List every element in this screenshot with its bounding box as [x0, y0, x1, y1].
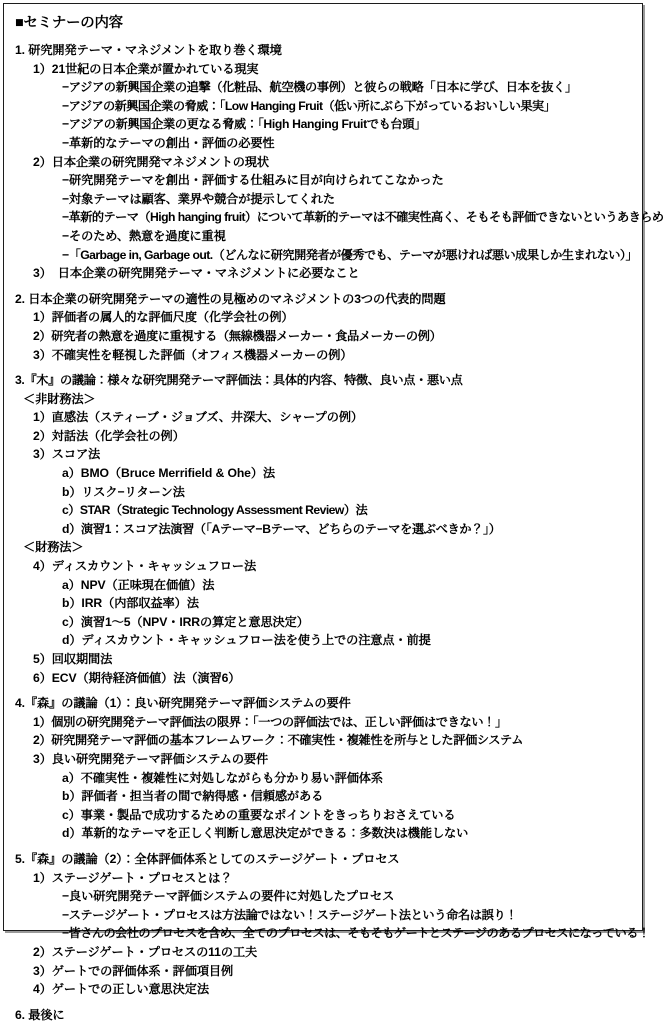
- section-heading-1: 1. 研究開発テーマ・マネジメントを取り巻く環境: [15, 43, 282, 57]
- outline-item: c）演習1〜5（NPV・IRRの算定と意思決定）: [62, 614, 309, 629]
- outline-item: b）リスク−リターン法: [62, 484, 185, 499]
- outline-item: 3）良い研究開発テーマ評価システムの要件: [33, 751, 269, 766]
- outline-item: −革新的なテーマの創出・評価の必要性: [62, 135, 275, 150]
- outline-item: 2）ステージゲート・プロセスの11の工夫: [33, 944, 258, 959]
- outline-item: 2）研究開発テーマ評価の基本フレームワーク：不確実性・複雑性を所与とした評価システム: [33, 733, 524, 748]
- outline-item: 3）スコア法: [33, 447, 101, 462]
- outline-item: 4）ゲートでの正しい意思決定法: [33, 982, 209, 997]
- outline-item: −革新的テーマ（High hanging fruit）について革新的テーマは不確実性高く、そもそも評価できないというあきらめ: [62, 210, 664, 225]
- outline-item: 4）ディスカウント・キャッシュフロー法: [33, 559, 257, 574]
- outline-item: b）IRR（内部収益率）法: [62, 596, 199, 611]
- outline-item: b）評価者・担当者の間で納得感・信頼感がある: [62, 789, 324, 804]
- outline-item: −良い研究開発テーマ評価システムの要件に対処したプロセス: [62, 889, 395, 904]
- outline-item: −アジアの新興国企業の更なる脅威：「High Hanging Fruitでも台頭」: [62, 117, 426, 132]
- outline-item: −研究開発テーマを創出・評価する仕組みに目が向けられてこなかった: [62, 173, 444, 188]
- outline-item: 3）ゲートでの評価体系・評価項目例: [33, 963, 234, 978]
- section-heading-3: 3.『木』の議論：様々な研究開発テーマ評価法：具体的内容、特徴、良い点・悪い点: [15, 373, 463, 388]
- document-body: [4, 4, 664, 1022]
- outline-item: ＜財務法＞: [23, 540, 84, 555]
- document-frame: [3, 3, 664, 1022]
- outline-item: −皆さんの会社のプロセスを含め、全てのプロセスは、そもそもゲートとステージのあるプロセスになっている！: [62, 926, 650, 941]
- outline-item: 2）日本企業の研究開発マネジメントの現状: [33, 154, 269, 169]
- outline-item: 2）研究者の熱意を過度に重視する（無線機器メーカー・食品メーカーの例）: [33, 328, 442, 343]
- section-heading-5: 5.『森』の議論（2）：全体評価体系としてのステージゲート・プロセス: [15, 851, 400, 866]
- section-heading-4: 4.『森』の議論（1）：良い研究開発テーマ評価システムの要件: [15, 696, 351, 711]
- outline-item: −アジアの新興国企業の追撃（化粧品、航空機の事例）と彼らの戦略「日本に学び、日本を抜く」: [62, 80, 577, 95]
- outline-item: c）STAR（Strategic Technology Assessment Review）法: [62, 503, 368, 518]
- outline-item: ＜非財務法＞: [23, 391, 96, 406]
- outline-item: −ステージゲート・プロセスは方法論ではない！ステージゲート法という命名は誤り！: [62, 907, 518, 922]
- outline-item: a）不確実性・複雑性に対処しながらも分かり易い評価体系: [62, 770, 383, 785]
- outline-item: 3）不確実性を軽視した評価（オフィス機器メーカーの例）: [33, 347, 353, 362]
- outline-item: 3） 日本企業の研究開発テーマ・マネジメントに必要なこと: [33, 266, 360, 281]
- outline-item: a）NPV（正味現在価値）法: [62, 577, 215, 592]
- outline-item: −アジアの新興国企業の脅威：「Low Hanging Fruit（低い所にぶら下がっているおいしい果実」: [62, 98, 556, 113]
- outline-item: a）BMO（Bruce Merrifield & Ohe）法: [62, 466, 276, 481]
- outline-item: 6）ECV（期待経済価値）法（演習6）: [33, 670, 241, 685]
- outline-item: 5）回収期間法: [33, 652, 113, 666]
- outline-item: c）事業・製品で成功するための重要なポイントをきっちりおさえている: [62, 807, 456, 822]
- outline-item: 1）評価者の属人的な評価尺度（化学会社の例）: [33, 310, 294, 325]
- outline-item: 1）21世紀の日本企業が置かれている現実: [33, 61, 259, 76]
- page-title: ■セミナーの内容: [15, 15, 123, 31]
- section-heading-2: 2. 日本企業の研究開発テーマの適性の見極めのマネジメントの3つの代表的問題: [15, 291, 446, 306]
- outline-item: 1）直感法（スティーブ・ジョブズ、井深大、シャープの例）: [33, 410, 363, 425]
- outline-item: −対象テーマは顧客、業界や競合が提示してくれた: [62, 191, 335, 206]
- outline-item: −「Garbage in, Garbage out.（どんなに研究開発者が優秀でも、テーマが悪ければ悪い成果しか生まれない）」: [62, 247, 638, 262]
- outline-item: d）革新的なテーマを正しく判断し意思決定ができる：多数決は機能しない: [62, 826, 469, 841]
- seminar-outline: [15, 41, 664, 1024]
- outline-item: 2）対話法（化学会社の例）: [33, 428, 185, 443]
- section-heading-6: 6. 最後に: [15, 1007, 65, 1022]
- outline-item: 1）個別の研究開発テーマ評価法の限界：「一つの評価法では、正しい評価はできない！」: [33, 714, 507, 729]
- outline-item: d）ディスカウント・キャッシュフロー法を使う上での注意点・前提: [62, 633, 431, 648]
- outline-item: d）演習1：スコア法演習（「Aテーマ−Bテーマ、どちらのテーマを選ぶべきか？」）: [62, 521, 501, 536]
- outline-item: −そのため、熱意を過度に重視: [62, 228, 226, 243]
- outline-item: 1）ステージゲート・プロセスとは？: [33, 870, 233, 885]
